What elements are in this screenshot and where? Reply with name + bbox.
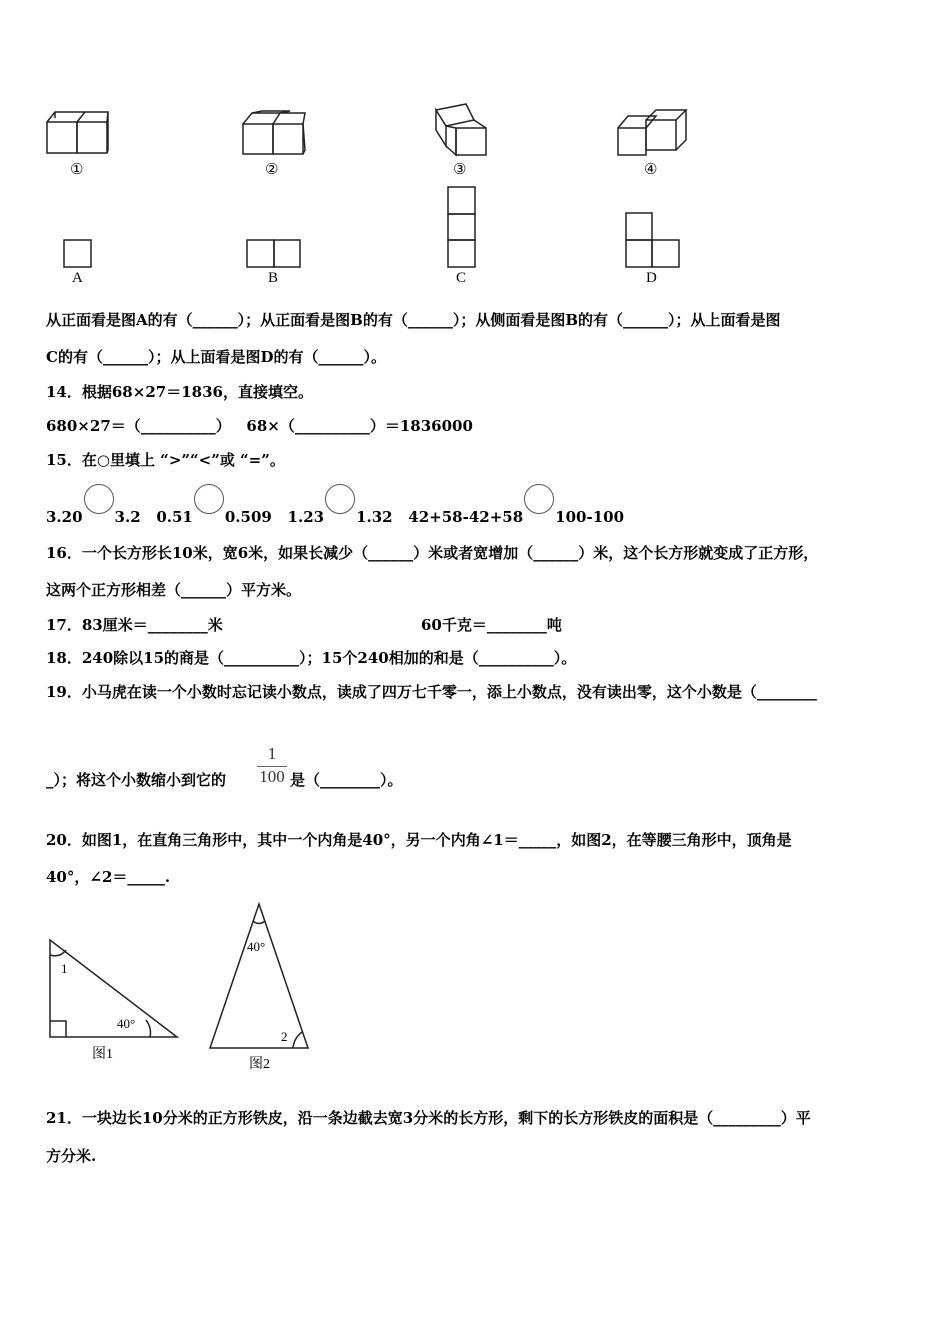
q15-left-3: 1.23	[287, 508, 325, 526]
fraction-numerator: 1	[257, 744, 287, 767]
solid-label-1: ①	[70, 162, 84, 178]
fig2-apex-angle: 40°	[247, 939, 266, 954]
solid-label-2: ②	[265, 162, 279, 178]
fig2-angle-label: 2	[281, 1029, 288, 1044]
view-C	[448, 187, 475, 267]
q21-line2: 方分米.	[46, 1147, 97, 1165]
compare-circle-3[interactable]	[325, 484, 355, 514]
q19-line2b: 是（________）。	[290, 771, 403, 789]
solid-label-4: ④	[644, 162, 658, 178]
q15-right-2: 0.509	[224, 508, 272, 526]
view-label-A: A	[72, 270, 83, 286]
view-A	[64, 240, 91, 267]
q14-title: 14．根据68×27＝1836，直接填空。	[46, 383, 313, 401]
fig1-angle-label: 1	[61, 961, 68, 976]
q21-line1: 21．一块边长10分米的正方形铁皮，沿一条边截去宽3分米的长方形，剩下的长方形铁皮的面积是（_________）平	[46, 1109, 811, 1127]
q18: 18．240除以15的商是（__________）；15个240相加的和是（__________）。	[46, 649, 577, 667]
q15-title: 15．在○里填上 “>”“<”或 “=”。	[46, 451, 285, 469]
fig1-caption: 图1	[92, 1047, 113, 1062]
compare-circle-2[interactable]	[194, 484, 224, 514]
q16-line1: 16．一个长方形长10米，宽6米，如果长减少（______）米或者宽增加（______）米，这个长方形就变成了正方形，	[46, 544, 819, 562]
fraction-denominator: 100	[259, 767, 285, 786]
q16-line2: 这两个正方形相差（______）平方米。	[46, 581, 302, 599]
q15-left-4: 42+58-42+58	[408, 508, 524, 526]
q13-line1: 从正面看是图A的有（______）；从正面看是图B的有（______）；从侧面看是图B的有（______）；从上面看是图	[46, 311, 781, 329]
solid-3	[436, 104, 486, 155]
q13-line2: C的有（______）；从上面看是图D的有（______）。	[46, 348, 386, 366]
q19-line2a: _）；将这个小数缩小到它的	[46, 771, 227, 789]
triangle-figure-1	[50, 940, 177, 1037]
q15-left-1: 3.20	[46, 508, 83, 526]
solid-4	[618, 110, 686, 155]
compare-circle-1[interactable]	[84, 484, 114, 514]
q19-line1: 19．小马虎在读一个小数时忘记读小数点，读成了四万七千零一，添上小数点，没有读出零，这个小数是（________	[46, 683, 817, 701]
q15-right-3: 1.32	[356, 508, 393, 526]
q15-right-4: 100-100	[555, 508, 625, 526]
fig2-caption: 图2	[249, 1057, 270, 1072]
fraction	[257, 744, 287, 787]
triangle-figure-2	[210, 904, 308, 1048]
q20-line2: 40°，∠2＝_____.	[46, 868, 171, 886]
solid-label-3: ③	[453, 162, 467, 178]
q15-right-1: 3.2	[114, 508, 141, 526]
fig1-given-angle: 40°	[117, 1016, 136, 1031]
compare-circle-4[interactable]	[524, 484, 554, 514]
view-D	[626, 213, 679, 267]
view-label-D: D	[646, 270, 657, 286]
view-label-C: C	[456, 270, 467, 286]
solid-2	[243, 111, 305, 154]
view-B	[247, 240, 300, 267]
q17-a: 17．83厘米＝________米	[46, 616, 223, 634]
solid-1	[47, 112, 108, 153]
q20-line1: 20．如图1，在直角三角形中，其中一个内角是40°，另一个内角∠1＝_____，如图2，在等腰三角形中，顶角是	[46, 831, 792, 849]
q15-items	[46, 496, 624, 527]
q17-b: 60千克＝________吨	[421, 616, 562, 634]
q14-line: 680×27＝（__________） 68×（__________）＝1836000	[46, 417, 473, 435]
q15-left-2: 0.51	[156, 508, 193, 526]
view-label-B: B	[268, 270, 279, 286]
